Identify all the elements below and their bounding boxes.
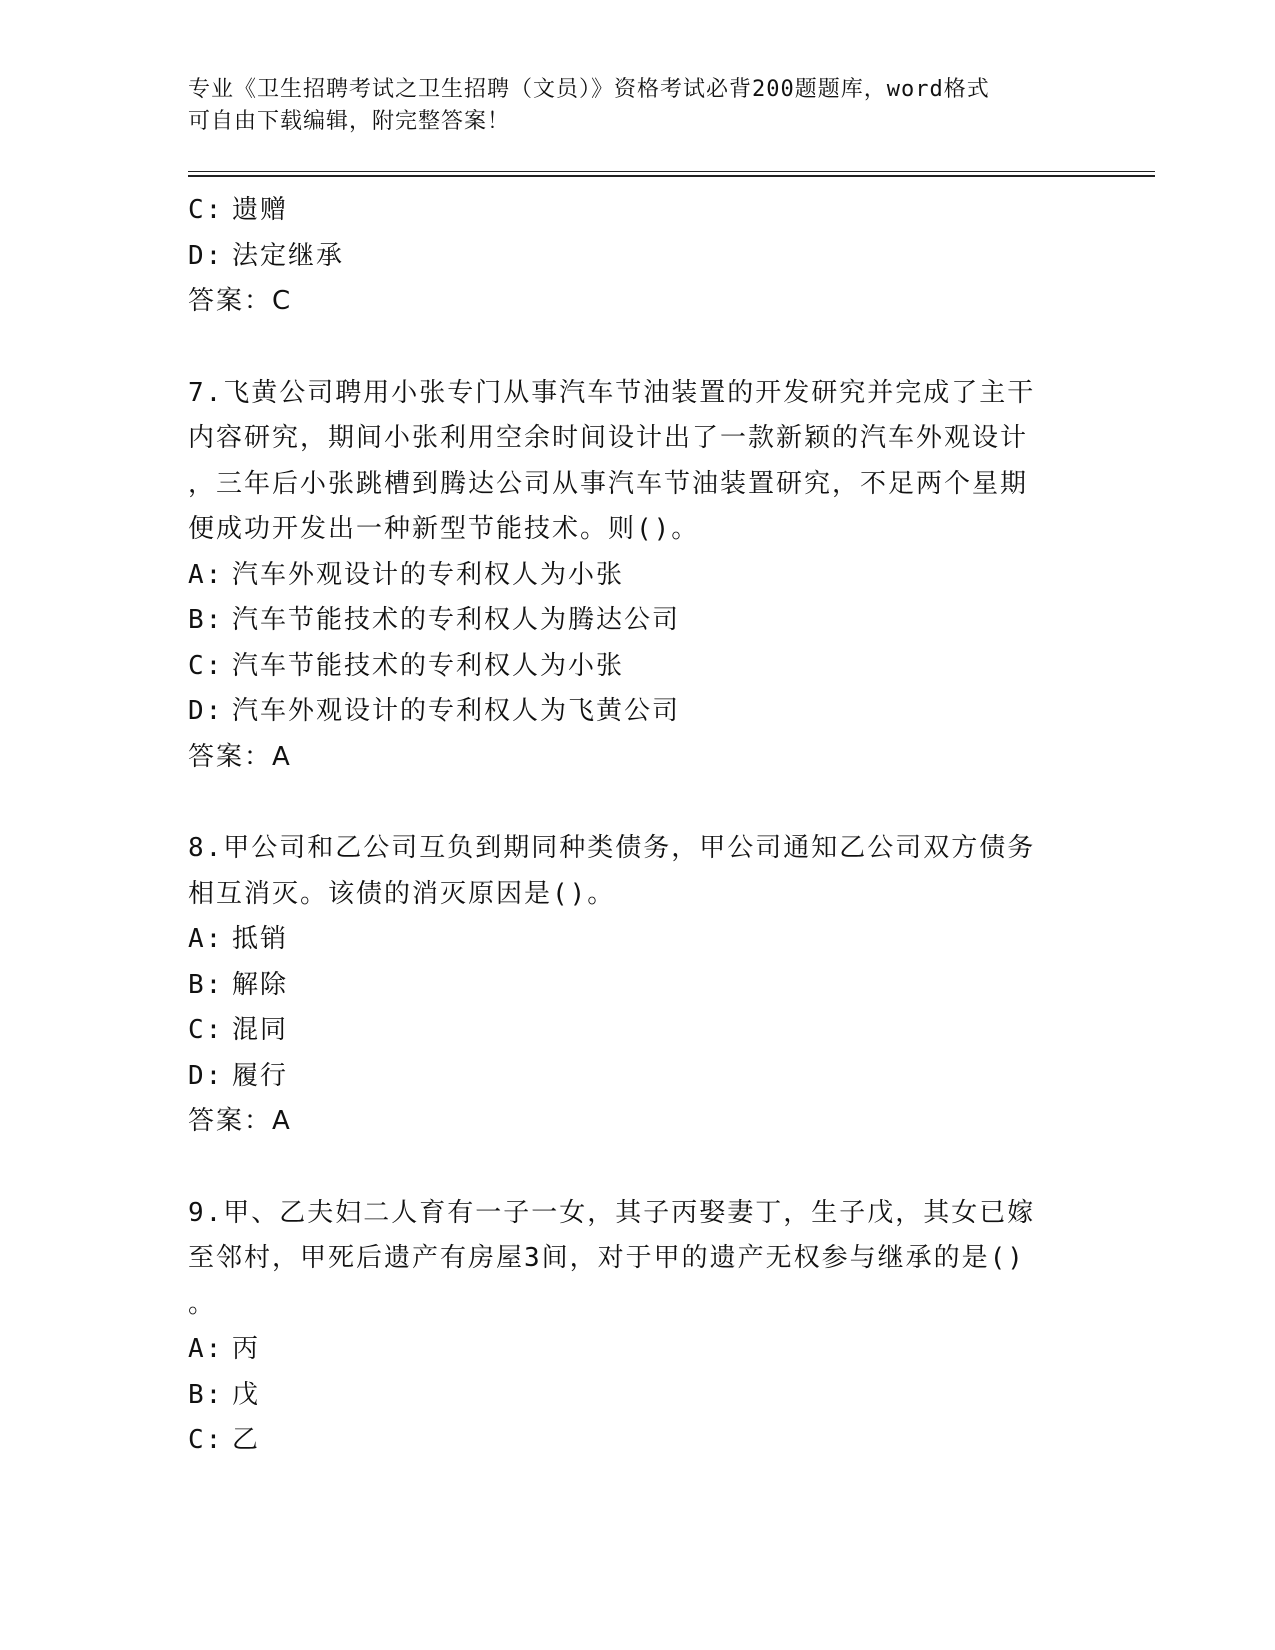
option-text: 混同 — [232, 1015, 289, 1045]
option-text: 汽车外观设计的专利权人为飞黄公司 — [232, 696, 681, 726]
option-label: A: — [188, 559, 224, 590]
option-text: 法定继承 — [232, 240, 345, 271]
option-row — [188, 1373, 1068, 1419]
option-text: 履行 — [232, 1060, 289, 1091]
option-label: D: — [188, 1060, 224, 1091]
option-row — [188, 963, 1068, 1009]
option-row — [188, 234, 1068, 280]
option-label: A: — [188, 924, 224, 954]
document-header — [188, 74, 1088, 138]
option-row — [188, 1327, 1068, 1373]
option-row — [188, 917, 1068, 963]
header-rule-thin — [188, 171, 1155, 172]
option-text: 汽车外观设计的专利权人为小张 — [232, 559, 625, 590]
option-row — [188, 1008, 1068, 1054]
question-8 — [188, 826, 1068, 1145]
option-text: 丙 — [232, 1334, 261, 1364]
answer-line: 答案：A — [188, 741, 292, 772]
question-text-line: 。 — [188, 1288, 217, 1319]
option-text: 遗赠 — [232, 195, 289, 225]
option-label: A: — [188, 1334, 224, 1364]
question-list — [188, 188, 1068, 1464]
option-row — [188, 689, 1068, 735]
option-row — [188, 188, 1068, 234]
option-label: D: — [188, 696, 224, 726]
option-text: 乙 — [232, 1425, 261, 1455]
question-9 — [188, 1191, 1068, 1464]
question-text-line: 至邻村，甲死后遗产有房屋3间，对于甲的遗产无权参与继承的是() — [188, 1243, 1025, 1273]
spacer — [188, 325, 1068, 371]
question-text-line: ，三年后小张跳槽到腾达公司从事汽车节油装置研究，不足两个星期 — [188, 468, 1029, 499]
spacer — [188, 780, 1068, 826]
option-text: 汽车节能技术的专利权人为腾达公司 — [232, 605, 681, 635]
option-row — [188, 553, 1068, 599]
option-label: B: — [188, 1379, 224, 1410]
option-row — [188, 1418, 1068, 1464]
header-rule-thick — [188, 175, 1155, 177]
question-text-line: 相互消灭。该债的消灭原因是()。 — [188, 878, 616, 909]
option-label: C: — [188, 650, 224, 681]
question-text-line: 8.甲公司和乙公司互负到期同种类债务，甲公司通知乙公司双方债务 — [188, 833, 1036, 863]
option-label: B: — [188, 605, 224, 635]
question-text-line: 9.甲、乙夫妇二人育有一子一女，其子丙娶妻丁，生子戊，其女已嫁 — [188, 1197, 1036, 1228]
question-text-line: 内容研究，期间小张利用空余时间设计出了一款新颖的汽车外观设计 — [188, 423, 1029, 453]
option-text: 汽车节能技术的专利权人为小张 — [232, 650, 625, 681]
option-row — [188, 598, 1068, 644]
spacer — [188, 1145, 1068, 1191]
answer-line: 答案：C — [188, 286, 293, 316]
question-text-line: 便成功开发出一种新型节能技术。则()。 — [188, 514, 700, 544]
question-7 — [188, 371, 1068, 781]
option-label: C: — [188, 1015, 224, 1045]
prev-question — [188, 188, 1068, 325]
option-label: D: — [188, 240, 224, 271]
option-row — [188, 1054, 1068, 1100]
option-text: 解除 — [232, 969, 289, 1000]
option-text: 抵销 — [232, 924, 289, 954]
option-label: B: — [188, 969, 224, 1000]
header-line-1: 专业《卫生招聘考试之卫生招聘（文员）》资格考试必背200题题库，word格式 — [188, 77, 990, 102]
option-row — [188, 644, 1068, 690]
header-line-2: 可自由下载编辑，附完整答案！ — [188, 109, 511, 134]
option-label: C: — [188, 1425, 224, 1455]
option-label: C: — [188, 195, 224, 225]
option-text: 戊 — [232, 1379, 261, 1410]
question-text-line: 7.飞黄公司聘用小张专门从事汽车节油装置的开发研究并完成了主干 — [188, 377, 1036, 408]
answer-line: 答案：A — [188, 1106, 292, 1136]
